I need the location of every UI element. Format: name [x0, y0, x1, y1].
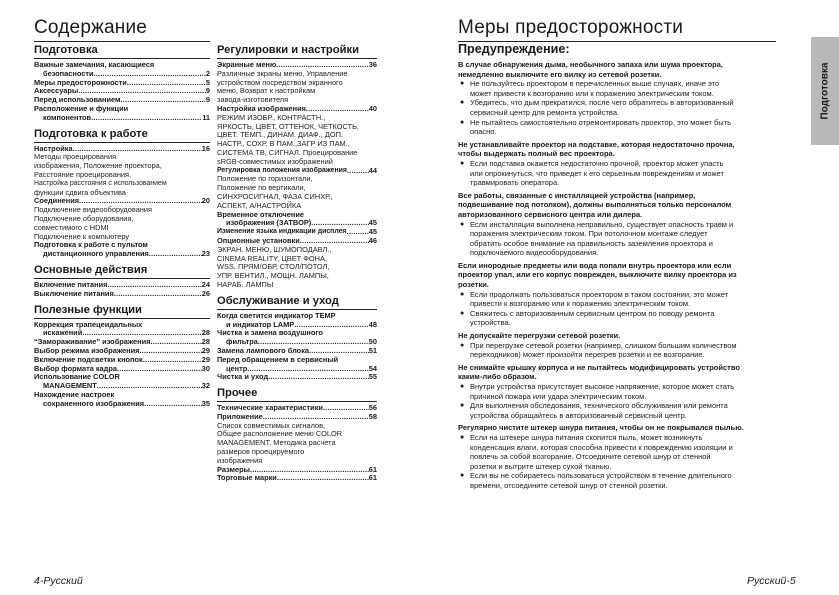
toc-entry[interactable]: [34, 197, 210, 206]
warning-heading: розетки.: [458, 280, 489, 290]
toc-section-heading: Прочее: [217, 387, 377, 402]
toc-entry-text: фильтра: [226, 337, 258, 347]
toc-page-number: 2: [205, 68, 210, 78]
toc-entry-text: “Замораживание” изображения: [34, 337, 151, 347]
toc-entry-text: Приложение: [217, 411, 263, 421]
warning-bullet-text: Если продолжать пользоваться проектором в таком состоянии, это может: [470, 289, 729, 299]
precautions-title: Меры предосторожности: [458, 17, 776, 42]
toc-entry-text: Экранные меню: [217, 60, 277, 69]
toc-section-heading: Полезные функции: [34, 304, 210, 319]
toc-entry-detail: Общее расположение меню COLOR: [217, 429, 343, 439]
warning-bullet-text: Если инсталляция выполнена неправильно, существует опасность травм и: [470, 219, 734, 229]
warning-bullet-text: подключаемого видеооборудования.: [470, 248, 599, 258]
bullet-icon: ●: [460, 433, 465, 441]
warning-bullet-text: Для выполнения обследования, технического обслуживания или ремонта: [470, 401, 728, 411]
warning-heading: немедленно выключите его вилку из сетевой розетки.: [458, 69, 662, 79]
toc-entry[interactable]: [34, 145, 210, 154]
warning-bullet-text: Если вы не собираетесь пользоваться устройством в течение длительного: [470, 471, 732, 481]
toc-entry[interactable]: [217, 105, 377, 114]
toc-page-number: 50: [368, 337, 377, 347]
toc-entry-text: Настройка: [34, 143, 73, 153]
toc-entry[interactable]: [217, 237, 377, 246]
right-page: [420, 0, 839, 595]
toc-entry-detail: WSS, ПРЯМ/ОБР, СТОЛ/ПОТОЛ,: [217, 262, 330, 272]
warning-bullet-text: может привести к возгоранию или к поражению электрическим током.: [470, 88, 714, 98]
toc-page-number: 56: [368, 403, 377, 413]
warning-bullet-text: конденсация влаги, которая способна привести к повреждению изоляции и: [470, 442, 733, 452]
toc-entry-detail: меню, Возврат к настройкам: [217, 86, 316, 96]
toc-page-number: 54: [368, 363, 377, 373]
warning-heading: Не устанавливайте проектор на подставке, которая недостаточно прочна,: [458, 139, 735, 149]
warning-bullet-text: обратить особое внимание на правильность заземления проектора и: [470, 238, 713, 248]
toc-entry[interactable]: [34, 105, 210, 123]
bullet-icon: ●: [460, 341, 465, 349]
toc-entry-text: Размеры: [217, 464, 250, 474]
toc-entry-text: центр: [226, 363, 248, 373]
warning-bullet-line: [458, 309, 800, 319]
toc-entry-detail: MANAGEMENT, Методика расчета: [217, 438, 336, 448]
warning-bullet-line: [458, 318, 800, 328]
toc-entry-text: Перед обращением в сервисный: [217, 354, 339, 364]
toc-entry[interactable]: [34, 290, 210, 299]
warning-bullet-line: [458, 229, 800, 239]
toc-entry[interactable]: [217, 356, 377, 374]
toc-entry-detail: СИНХРОСИГНАЛ, ФАЗА СИНХР.,: [217, 191, 333, 201]
warning-bullet-text: устройства.: [470, 318, 511, 328]
toc-page-number: 20: [201, 196, 210, 206]
toc-column-1: [34, 44, 210, 409]
toc-entry[interactable]: [34, 61, 210, 79]
warning-bullet-line: [458, 392, 800, 402]
warning-bullet-text: Не пользуйтесь проектором в перечисленных выше случаях, иначе это: [470, 79, 720, 89]
toc-page-number: 45: [368, 227, 377, 237]
toc-page-number: 44: [368, 165, 377, 175]
toc-page-number: 36: [368, 60, 377, 69]
toc-entry-detail: CINEMA REALITY, ЦВЕТ ФОНА,: [217, 253, 327, 263]
warning-bullet-text: травмировать оператора.: [470, 178, 560, 188]
toc-page-number: 61: [368, 464, 377, 474]
toc-entry-detail: Различные экраны меню, Управление: [217, 68, 348, 78]
warning-bullet-text: Убедитесь, что дым прекратился, после чего обратитесь в авторизованный: [470, 98, 734, 108]
warning-bullet-line: [458, 239, 800, 249]
warning-bullet-text: причиной пожара или удара электрическим током.: [470, 391, 647, 401]
toc-entry[interactable]: [34, 391, 210, 409]
toc-entry-detail: Список совместимых сигналов,: [217, 420, 326, 430]
toc-entry-text: Меры предосторожности: [34, 77, 127, 87]
warning-bullet-line: [458, 382, 800, 392]
toc-entry-text: Перед использованием: [34, 95, 121, 105]
warning-bullet-line: [458, 169, 800, 179]
toc-entry-detail: УПР. ВЕНТИЛ., МОЩН. ЛАМПЫ,: [217, 271, 329, 281]
warning-body: [458, 60, 800, 491]
toc-entry-text: Подготовка к работе с пультом: [34, 240, 148, 250]
toc-section-heading: Обслуживание и уход: [217, 295, 377, 310]
toc-entry-detail: ЦВЕТ. ТЕМП., ДИНАМ. ДИАФ., ДОП.: [217, 130, 343, 140]
toc-entry[interactable]: [217, 312, 377, 330]
toc-entry-detail: ЯРКОСТЬ, ЦВЕТ, ОТТЕНОК, ЧЕТКОСТЬ,: [217, 121, 359, 131]
toc-page-number: 16: [201, 143, 210, 153]
toc-page-number: 29: [201, 354, 210, 364]
toc-page-number: 58: [368, 411, 377, 421]
warning-bullet-line: [458, 411, 800, 421]
toc-entry-detail: Методы проецирования: [34, 152, 117, 162]
toc-entry-text: Чистка и уход: [217, 372, 269, 382]
warning-bullet-line: [458, 350, 800, 360]
warning-bullet-line: [458, 443, 800, 453]
toc-entry-text: Включение питания: [34, 279, 108, 289]
toc-page-number: 51: [368, 345, 377, 355]
warning-heading: Не снимайте крышку корпуса и не пытайтесь модифицировать устройство: [458, 362, 740, 372]
toc-entry-text: Временное отключение: [217, 209, 305, 219]
toc-entry-text: сохраненного изображения: [43, 398, 145, 408]
toc-entry-text: Аксессуары: [34, 86, 79, 96]
bullet-icon: ●: [460, 80, 465, 88]
warning-heading: Не допускайте перегрузки сетевой розетки.: [458, 331, 621, 341]
toc-entry-text: и индикатор LAMP: [226, 319, 295, 329]
warning-bullet-line: [458, 290, 800, 300]
toc-entry-text: Нахождение настроек: [34, 389, 115, 399]
page-number-left: 4-Русский: [34, 575, 83, 587]
toc-page-number: 5: [205, 77, 210, 87]
toc-entry-text: Коррекция трапецеидальных: [34, 319, 143, 329]
page-number-right: Русский-5: [747, 575, 796, 587]
warning-bullet-line: [458, 89, 800, 99]
warning-bullet-line: [458, 108, 800, 118]
warning-bullet-line: [458, 127, 800, 137]
warning-bullet-text: или опрокинуться, что приведет к его серьезным повреждениям и может: [470, 168, 724, 178]
bullet-icon: ●: [460, 159, 465, 167]
toc-entry-detail: АСПЕКТ, А/НАСТРОЙКА: [217, 200, 302, 210]
warning-bullet-text: Внутри устройства присутствует высокое напряжение, которое может стать: [470, 382, 735, 391]
toc-page-number: 48: [368, 319, 377, 329]
warning-bullet-line: [458, 220, 800, 230]
toc-entry-text: изображения (ЗАТВОР): [226, 218, 312, 228]
toc-entry-text: Настройка изображения: [217, 103, 306, 113]
toc-page-number: 11: [202, 112, 210, 122]
warning-bullet-text: привести к возгоранию или к поражению электрическим током.: [470, 299, 691, 309]
toc-entry-detail: Подключение видеооборудования: [34, 205, 153, 215]
toc-entry-text: Выбор формата кадра: [34, 363, 117, 373]
toc-entry-text: Использование COLOR: [34, 372, 120, 382]
toc-page-number: 46: [368, 235, 377, 245]
warning-bullet-text: опасно.: [470, 127, 497, 137]
warning-heading: каким-либо образом.: [458, 372, 537, 382]
toc-entry-detail: НАСТР., СОХР. В ПАМ.,ЗАГР ИЗ ПАМ.,: [217, 139, 350, 149]
toc-page-number: 24: [201, 279, 210, 289]
toc-page-number: 28: [201, 337, 210, 347]
toc-entry-text: Чистка и замена воздушного: [217, 328, 323, 338]
warning-bullet-text: При перегрузке сетевой розетки (например, слишком большим количеством: [470, 340, 737, 350]
toc-page-number: 55: [368, 372, 377, 382]
toc-title: Содержание: [34, 17, 210, 42]
section-side-tab: [811, 37, 839, 145]
warning-heading: В случае обнаружения дыма, необычного запаха или шума проектора,: [458, 60, 724, 69]
warning-bullet-text: повлечь за собой возгорание. Отсоедините сетевой шнур от стенной: [470, 452, 711, 462]
bullet-icon: ●: [460, 118, 465, 126]
warning-heading: Регулярно чистите штекер шнура питания, чтобы он не покрывался пылью.: [458, 423, 744, 433]
toc-page-number: 40: [368, 103, 377, 113]
toc-page-number: 32: [201, 381, 210, 391]
warning-bullet-text: розетки и вытрите штекер сухой тканью.: [470, 461, 612, 471]
toc-entry-detail: Положение по горизонтали,: [217, 174, 313, 184]
toc-entry-detail: размеров проецируемого: [217, 447, 305, 457]
toc-entry-text: Изменение языка индикации дисплея: [217, 228, 347, 236]
warning-bullet-line: [458, 118, 800, 128]
warning-bullet-line: [458, 481, 800, 491]
warning-bullet-line: [458, 462, 800, 472]
toc-entry-detail: завода-изготовителя: [217, 95, 289, 105]
toc-entry-detail: Подключение к компьютеру: [34, 231, 130, 241]
toc-entry[interactable]: [217, 373, 377, 382]
side-tab-label: Подготовка: [819, 62, 831, 120]
toc-entry-detail: РЕЖИМ ИЗОБР., КОНТРАСТН.,: [217, 112, 326, 122]
toc-section-heading: Основные действия: [34, 264, 210, 279]
warning-bullet-text: поражения электрическим током. При потолочном монтаже следует: [470, 229, 708, 239]
toc-page-number: 9: [205, 95, 210, 105]
warning-bullet-line: [458, 178, 800, 188]
toc-entry-text: MANAGEMENT: [43, 381, 97, 391]
toc-entry-text: Выбор режима изображения: [34, 345, 140, 355]
toc-page-number: 26: [201, 288, 210, 298]
toc-entry[interactable]: [34, 321, 210, 339]
toc-entry-text: безопасности: [43, 68, 94, 78]
warning-bullet-line: [458, 452, 800, 462]
warning-bullet-line: [458, 433, 800, 443]
toc-entry-text: Опционные установки: [217, 235, 300, 245]
warning-bullet-text: Если подставка окажется недостаточно прочной, проектор может упасть: [470, 158, 724, 168]
toc-page-number: 9: [205, 86, 210, 96]
toc-section-heading: Подготовка к работе: [34, 128, 210, 143]
warning-bullet-line: [458, 341, 800, 351]
warning-heading: подвешивание под потолком), должны выполняться только персоналом: [458, 200, 732, 210]
toc-entry-detail: НАРАБ. ЛАМПЫ: [217, 279, 274, 289]
toc-page-number: 35: [201, 398, 210, 408]
toc-entry[interactable]: [217, 61, 377, 70]
toc-page-number: 61: [368, 473, 377, 483]
warning-bullet-text: Не пытайтесь самостоятельно отремонтировать проектор, это может быть: [470, 117, 731, 127]
toc-entry-detail: Настройка расстояния с использованием: [34, 179, 167, 187]
bullet-icon: ●: [460, 472, 465, 480]
toc-entry-text: Расположение и функции: [34, 103, 129, 113]
toc-entry-text: Замена лампового блока: [217, 345, 310, 355]
toc-entry-text: Выключение питания: [34, 288, 114, 298]
toc-entry[interactable]: [217, 211, 377, 229]
warning-bullet-line: [458, 401, 800, 411]
warning-heading: Если инородные предметы или вода попали внутрь проектора или если: [458, 260, 732, 270]
toc-entry[interactable]: [217, 329, 377, 347]
toc-page-number: 30: [201, 363, 210, 373]
bullet-icon: ●: [460, 402, 465, 410]
warning-bullet-line: [458, 299, 800, 309]
toc-entry[interactable]: [217, 474, 377, 483]
toc-entry-detail: Подключение оборудования,: [34, 213, 134, 223]
warning-subtitle: Предупреждение:: [458, 42, 570, 56]
bullet-icon: ●: [460, 309, 465, 317]
toc-entry-detail: устройством посредством экранного: [217, 77, 343, 87]
toc-entry-text: Соединения: [34, 196, 80, 206]
toc-page-number: 28: [201, 328, 210, 338]
warning-bullet-text: устройства обращайтесь в авторизованный сервисный центр.: [470, 410, 687, 420]
toc-entry-detail: изображения: [217, 455, 263, 465]
toc-entry[interactable]: [217, 413, 377, 422]
warning-bullet-text: Свяжитесь с авторизованным сервисным центром по поводу ремонта: [470, 308, 715, 318]
toc-entry-text: Когда светится индикатор TEMP: [217, 310, 336, 320]
toc-entry-text: Регулировка положения изображения: [217, 166, 347, 174]
warning-bullet-text: Если на штекере шнура питания скопится пыль, может возникнуть: [470, 432, 703, 442]
warning-bullet-line: [458, 79, 800, 89]
toc-entry-text: Технические характеристики: [217, 403, 323, 413]
toc-entry[interactable]: [217, 167, 377, 176]
toc-entry-detail: функции сдвига объектива: [34, 187, 126, 197]
toc-section-heading: Подготовка: [34, 44, 210, 59]
warning-bullet-line: [458, 159, 800, 169]
toc-entry-detail: изображения, Положение проектора,: [34, 161, 162, 171]
toc-entry-text: Торговые марки: [217, 473, 277, 483]
toc-entry-detail: совместимого с HDMI: [34, 222, 109, 232]
toc-page-number: 23: [201, 249, 210, 259]
bullet-icon: ●: [460, 220, 465, 228]
bullet-icon: ●: [460, 383, 465, 390]
toc-entry-text: искажений: [43, 328, 83, 338]
toc-entry-text: Важные замечания, касающиеся: [34, 60, 155, 69]
toc-entry[interactable]: [34, 373, 210, 391]
toc-entry[interactable]: [34, 241, 210, 259]
warning-bullet-line: [458, 471, 800, 481]
toc-entry-detail: Положение по вертикали,: [217, 183, 306, 193]
bullet-icon: ●: [460, 99, 465, 107]
toc-section-heading: Регулировки и настройки: [217, 44, 377, 59]
warning-heading: проектор упал, или его корпус поврежден, выключите вилку проектора из: [458, 270, 737, 280]
toc-entry-text: Включение подсветки кнопок: [34, 354, 143, 364]
toc-entry-detail: СИСТЕМА ТВ, СИГНАЛ. Проецирование: [217, 147, 358, 157]
toc-page-number: 45: [368, 218, 377, 228]
bullet-icon: ●: [460, 290, 465, 298]
toc-entry-detail: ЭКРАН. МЕНЮ, ШУМОПОДАВЛ.,: [217, 244, 332, 254]
warning-bullet-line: [458, 98, 800, 108]
toc-entry-text: дистанционного управления: [43, 249, 149, 259]
warning-bullet-text: времени, отсоедините сетевой шнур от стенной розетки.: [470, 480, 668, 490]
warning-bullet-line: [458, 248, 800, 258]
toc-entry-detail: sRGB-совместимых изображений: [217, 156, 333, 166]
toc-column-2: [217, 44, 377, 483]
warning-bullet-text: переходников) может произойти перегрев розетки и ее возгорание.: [470, 350, 705, 360]
toc-entry-detail: Расстояние проецирования,: [34, 169, 132, 179]
toc-page-number: 29: [201, 345, 210, 355]
warning-heading: чтобы выдержать полный вес проектора.: [458, 149, 615, 159]
warning-heading: авторизованного сервисного центра или дилера.: [458, 209, 643, 219]
warning-heading: Все работы, связанные с инсталляцией устройства (например,: [458, 190, 696, 200]
warning-bullet-text: сервисный центр для ремонта устройства.: [470, 107, 620, 117]
toc-entry-text: компонентов: [43, 112, 92, 122]
